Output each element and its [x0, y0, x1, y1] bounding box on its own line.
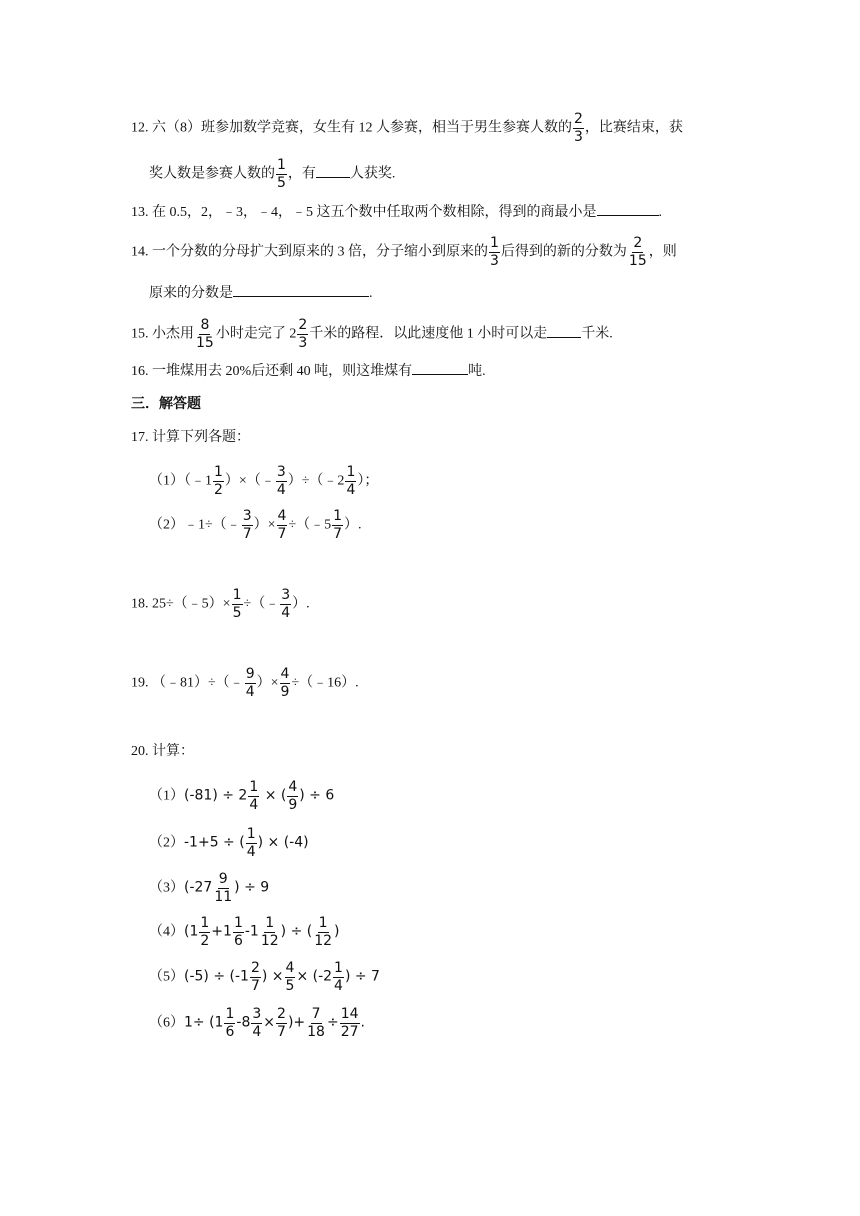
math-text: ) ÷ 7 — [344, 968, 380, 985]
math-text: 4 — [281, 605, 291, 621]
math-text: 2 — [298, 317, 308, 333]
q20-part5 — [149, 961, 380, 994]
fraction — [280, 667, 291, 700]
math-text: 9 — [280, 684, 290, 700]
math-text: 7 — [277, 526, 287, 542]
math-text: 18 — [307, 1024, 325, 1040]
math-text: 7 — [333, 526, 343, 542]
math-text: 1 — [249, 779, 259, 795]
math-text: （6） — [149, 1015, 184, 1031]
math-text: 5 — [285, 978, 295, 994]
math-text: 1 — [490, 235, 499, 251]
math-text: (-27 — [184, 879, 213, 896]
math-text: 25÷（﹣5）× — [152, 596, 231, 612]
math-text: （1） — [149, 788, 184, 804]
q20-part6 — [149, 1007, 365, 1040]
math-text: -8 — [236, 1014, 251, 1031]
math-text: 2 — [633, 235, 643, 251]
section-title: 三．解答题 — [131, 396, 201, 412]
math-text: 4 — [246, 844, 256, 860]
math-text: 4 — [280, 666, 290, 682]
math-text: 1 — [233, 915, 243, 931]
math-text: ）. — [344, 517, 362, 533]
fraction — [276, 158, 287, 191]
math-text: ÷（﹣16）. — [291, 675, 359, 691]
math-text: ) ÷ 6 — [299, 787, 335, 804]
math-text: ÷ — [326, 1014, 339, 1031]
math-text: 8 — [200, 317, 210, 333]
math-text: 2 — [214, 482, 223, 498]
math-text: 1 — [333, 508, 343, 524]
math-text: 18. — [131, 596, 149, 612]
math-text: （3） — [149, 880, 184, 896]
math-text: 7 — [277, 1024, 286, 1040]
math-text: ) × (-4) — [257, 834, 309, 851]
q14-line2: 原来的分数是 . — [149, 282, 373, 304]
math-text: × ( — [260, 787, 287, 804]
q20-part2 — [149, 827, 309, 860]
fraction — [287, 780, 298, 813]
math-text: (1 — [184, 923, 199, 940]
math-text: ) ÷ ( — [280, 923, 313, 940]
math-text: 1 — [318, 915, 328, 931]
math-text: 1 — [265, 915, 275, 931]
q20-part3 — [149, 872, 269, 905]
math-text: ）； — [357, 473, 379, 489]
math-text: 2 — [250, 960, 260, 976]
q19-line — [131, 667, 359, 700]
q15-line: 15. 小杰用 $\frac{8}{15}$ 小时走完了 2 $\frac{2}{3}$ 千米的路程．以此速度他 1 小时可以走 千米. — [131, 317, 613, 351]
math-text: 1 — [200, 915, 210, 931]
q12-text-a: 六（8）班参加数学竞赛，女生有 12 人参赛，相当于男生参赛人数的 — [152, 120, 572, 136]
math-text: 4 — [346, 482, 356, 498]
math-text: ÷（﹣5 — [288, 517, 332, 533]
math-text: -1 — [244, 923, 259, 940]
math-text: ﹣1÷（﹣ — [184, 517, 241, 533]
fraction — [297, 318, 308, 351]
fraction — [245, 667, 256, 700]
math-text: ）× — [256, 675, 279, 691]
math-text: 4 — [245, 684, 255, 700]
fraction — [276, 465, 287, 498]
math-text: × — [263, 1014, 276, 1031]
math-text: （5） — [149, 969, 184, 985]
fraction — [242, 509, 253, 542]
fraction — [345, 465, 356, 498]
math-text: 11 — [214, 889, 233, 905]
math-text: ）. — [292, 596, 310, 612]
math-text: 1 — [334, 960, 343, 976]
math-text: ）÷（﹣2 — [287, 473, 345, 489]
q12-text-b: ，比赛结束，获 — [584, 120, 683, 136]
math-text: 3 — [242, 508, 252, 524]
math-text: 20. — [131, 744, 149, 759]
math-text: 12 — [260, 933, 279, 949]
math-text: 1 — [232, 587, 242, 603]
math-text: （1） — [149, 473, 184, 489]
math-text: ) — [334, 923, 340, 940]
fraction — [628, 236, 648, 269]
math-text: 9 — [288, 797, 298, 813]
math-text: 15 — [196, 335, 214, 351]
q17-title: 17. 计算下列各题： — [131, 430, 250, 445]
fraction — [233, 916, 244, 949]
math-text: 9 — [245, 666, 255, 682]
math-text: ）× — [253, 517, 276, 533]
math-text: 计算： — [152, 744, 194, 759]
math-text: . — [360, 1014, 365, 1031]
math-text: 1 — [277, 157, 286, 173]
answer-blank[interactable] — [233, 282, 369, 297]
math-text: 15 — [628, 253, 647, 269]
math-text: 7 — [242, 526, 252, 542]
math-text: 14 — [340, 1006, 359, 1022]
math-text: -1+5 ÷ ( — [184, 834, 245, 851]
math-text: (-81) ÷ 2 — [184, 787, 248, 804]
math-text: 3 — [281, 587, 291, 603]
math-text: 4 — [334, 978, 343, 994]
q20-part1 — [149, 780, 334, 813]
math-text: 6 — [225, 1024, 235, 1040]
math-text: 3 — [276, 464, 286, 480]
math-text: 12 — [314, 933, 333, 949]
fraction — [573, 112, 584, 145]
q12-line1 — [131, 112, 683, 145]
fraction — [333, 961, 344, 994]
math-text: 2 — [200, 933, 210, 949]
math-text: 4 — [276, 482, 286, 498]
math-text: (-5) ÷ (-1 — [184, 968, 249, 985]
math-text: 3 — [298, 335, 308, 351]
fraction — [277, 509, 288, 542]
math-text: 1÷ (1 — [184, 1014, 224, 1031]
q17-part1 — [149, 465, 378, 498]
math-text: 2 — [574, 111, 583, 127]
q16-line: 16. 一堆煤用去 20%后还剩 40 吨，则这堆煤有 吨. — [131, 360, 486, 382]
fraction — [340, 1007, 360, 1040]
fraction — [213, 465, 224, 498]
math-text: 5 — [232, 605, 242, 621]
fraction — [251, 1007, 262, 1040]
fraction — [232, 588, 243, 621]
fraction — [280, 588, 291, 621]
fraction — [276, 1007, 287, 1040]
math-text: 4 — [285, 960, 295, 976]
math-text: 3 — [490, 253, 499, 269]
answer-blank[interactable] — [547, 323, 581, 338]
fraction — [250, 961, 261, 994]
answer-blank[interactable] — [316, 163, 350, 178]
math-text: 2 — [277, 1006, 286, 1022]
math-text: 9 — [218, 871, 228, 887]
math-text: 4 — [252, 1024, 262, 1040]
math-text: （﹣81）÷（﹣ — [152, 675, 244, 691]
math-text: （2） — [149, 517, 184, 533]
math-text: +1 — [211, 923, 232, 940]
math-text: 4 — [277, 508, 287, 524]
math-text: ）×（﹣ — [224, 473, 275, 489]
math-text: ÷（﹣ — [243, 596, 280, 612]
fraction — [195, 318, 215, 351]
math-text: 6 — [233, 933, 243, 949]
answer-blank[interactable] — [597, 201, 659, 216]
math-text: 1 — [346, 464, 356, 480]
math-text: 5 — [277, 175, 286, 191]
q17-part2 — [149, 509, 362, 542]
answer-blank[interactable] — [412, 360, 468, 375]
math-text: 1 — [246, 826, 256, 842]
q13-line: 13. 在 0.5，2，﹣3，﹣4，﹣5 这五个数中任取两个数相除，得到的商最小是 . — [131, 201, 662, 223]
q12-number: 12. — [131, 120, 149, 136]
q14-line1: 14. 一个分数的分母扩大到原来的 3 倍，分子缩小到原来的 $\frac{1}{3}$ 后得到的新的分数为 $\frac{2}{15}$ ，则 — [131, 235, 677, 269]
math-text: × (-2 — [296, 968, 333, 985]
math-text: )+ — [287, 1014, 306, 1031]
fraction — [260, 916, 280, 949]
math-text: （﹣1 — [184, 473, 212, 489]
math-text: 1 — [225, 1006, 235, 1022]
math-text: 4 — [249, 797, 259, 813]
math-text: 7 — [311, 1006, 321, 1022]
fraction — [489, 236, 500, 269]
fraction — [246, 827, 257, 860]
q20-part4 — [149, 916, 340, 949]
math-text: ) ÷ 9 — [234, 879, 270, 896]
math-text: 1 — [214, 464, 223, 480]
math-text: 7 — [250, 978, 260, 994]
math-text: 4 — [288, 779, 298, 795]
math-text: （4） — [149, 924, 184, 940]
fraction — [332, 509, 343, 542]
fraction — [313, 916, 333, 949]
q12-line2: 奖人数是参赛人数的 $\frac{1}{5}$ ，有 人获奖. — [149, 157, 396, 191]
math-text: （2） — [149, 835, 184, 851]
math-text: 27 — [340, 1024, 359, 1040]
q20-title — [131, 742, 194, 762]
math-text: 3 — [574, 129, 583, 145]
math-text: 19. — [131, 675, 149, 691]
fraction — [306, 1007, 326, 1040]
fraction — [224, 1007, 235, 1040]
fraction — [248, 780, 259, 813]
fraction — [199, 916, 210, 949]
q18-line — [131, 588, 310, 621]
math-text: ) × — [261, 968, 284, 985]
fraction — [285, 961, 296, 994]
math-text: 3 — [252, 1006, 262, 1022]
fraction — [213, 872, 233, 905]
